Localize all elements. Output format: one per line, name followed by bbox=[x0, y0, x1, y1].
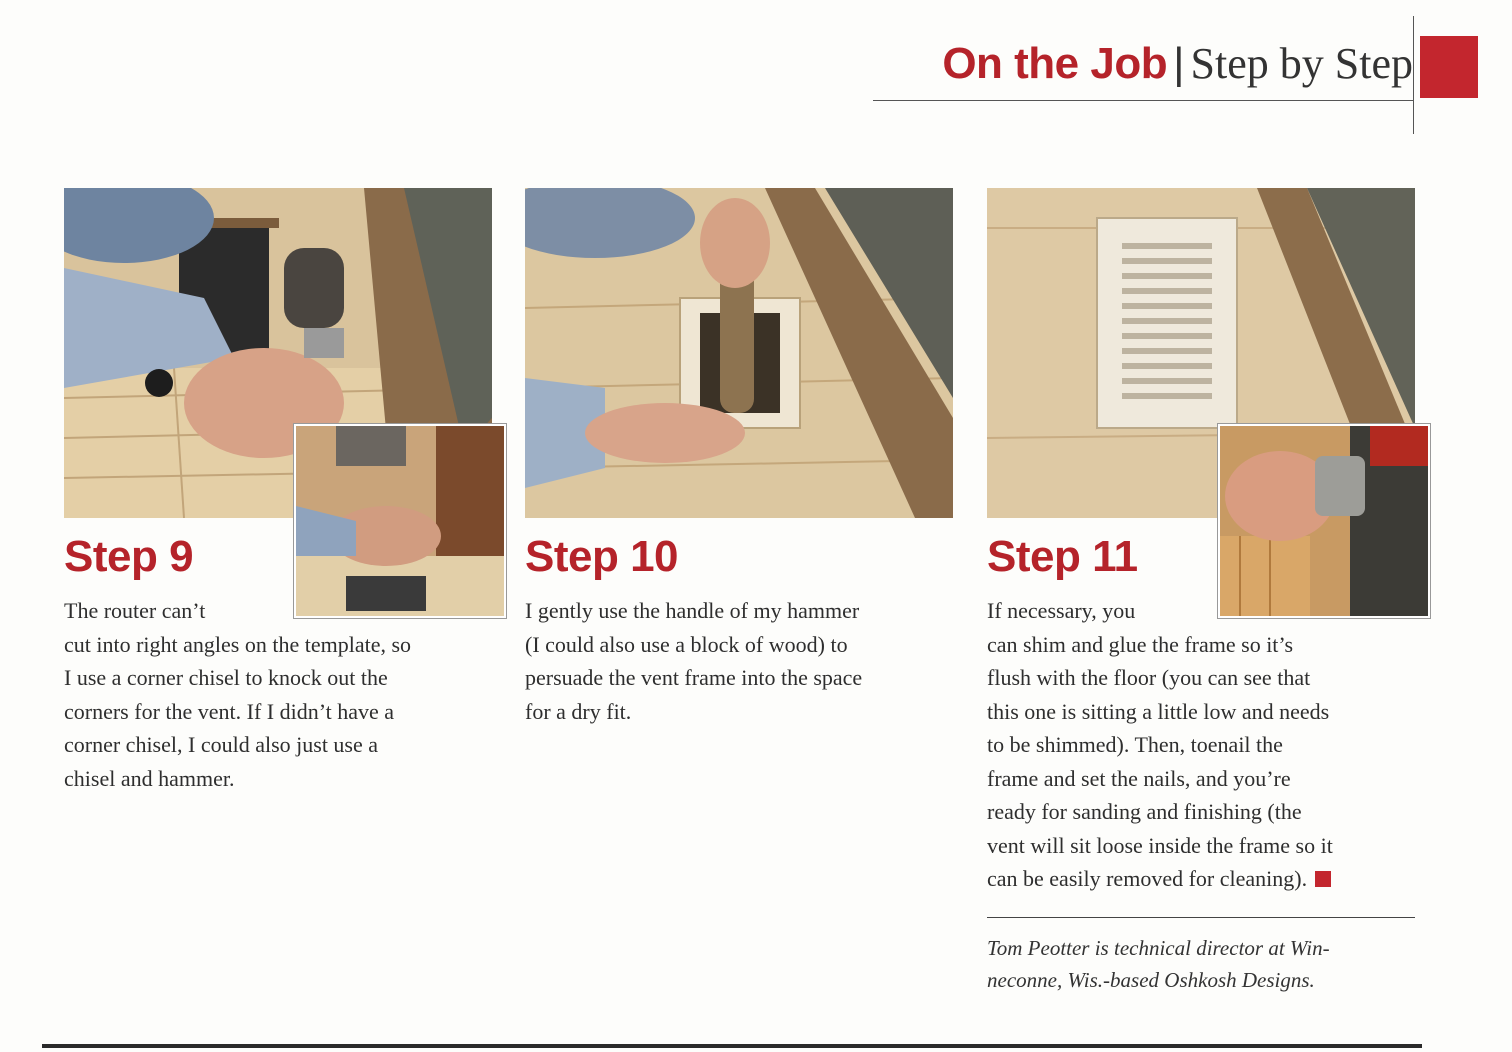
text-line: I use a corner chisel to knock out the bbox=[64, 665, 388, 690]
text-line: (I could also use a block of wood) to bbox=[525, 631, 848, 657]
step-10-title: Step 10 bbox=[525, 532, 679, 581]
header-accent-square bbox=[1420, 36, 1478, 98]
step-11-title: Step 11 bbox=[987, 532, 1138, 581]
step-11-text bbox=[987, 594, 1333, 896]
text-line: can shim and glue the frame so it’s bbox=[987, 631, 1294, 657]
bio-divider bbox=[987, 917, 1415, 918]
text-line: cut into right angles on the template, so bbox=[64, 631, 412, 657]
header-separator: | bbox=[1173, 39, 1185, 88]
author-bio bbox=[987, 932, 1330, 996]
step-10-photo bbox=[525, 188, 953, 518]
text-line: persuade the vent frame into the space bbox=[525, 665, 863, 690]
text-line: corner chisel, I could also just use a bbox=[64, 732, 379, 757]
section-header bbox=[873, 38, 1413, 101]
step-10-text bbox=[525, 594, 862, 728]
text-line: vent will sit loose inside the frame so it bbox=[987, 832, 1333, 858]
text-line: If necessary, you bbox=[987, 598, 1136, 623]
text-line-content: can be easily removed for cleaning). bbox=[987, 866, 1308, 891]
header-divider bbox=[1413, 16, 1414, 134]
step-9-text bbox=[64, 594, 411, 795]
step-11-inset-photo bbox=[1218, 424, 1430, 618]
text-line: this one is sitting a little low and needs bbox=[987, 698, 1330, 724]
step-9-inset-photo bbox=[294, 424, 506, 618]
text-line: chisel and hammer. bbox=[64, 765, 235, 791]
text-line: I gently use the handle of my hammer bbox=[525, 598, 860, 623]
text-line: frame and set the nails, and you’re bbox=[987, 765, 1291, 791]
section-title: On the Job bbox=[942, 39, 1168, 88]
text-line: corners for the vent. If I didn’t have a bbox=[64, 698, 395, 724]
text-line: The router can’t bbox=[64, 598, 206, 623]
text-line: to be shimmed). Then, toenail the bbox=[987, 732, 1283, 757]
end-mark-square bbox=[1315, 871, 1331, 887]
text-line: for a dry fit. bbox=[525, 698, 632, 724]
text-line bbox=[987, 862, 1333, 896]
text-line: ready for sanding and finishing (the bbox=[987, 799, 1302, 824]
step-9-title: Step 9 bbox=[64, 532, 194, 581]
bio-line: Tom Peotter is technical director at Win- bbox=[987, 936, 1330, 960]
page-bottom-rule bbox=[42, 1044, 1422, 1048]
bio-line: neconne, Wis.-based Oshkosh Designs. bbox=[987, 968, 1315, 992]
text-line: flush with the floor (you can see that bbox=[987, 665, 1311, 690]
section-subtitle: Step by Step bbox=[1190, 39, 1413, 88]
